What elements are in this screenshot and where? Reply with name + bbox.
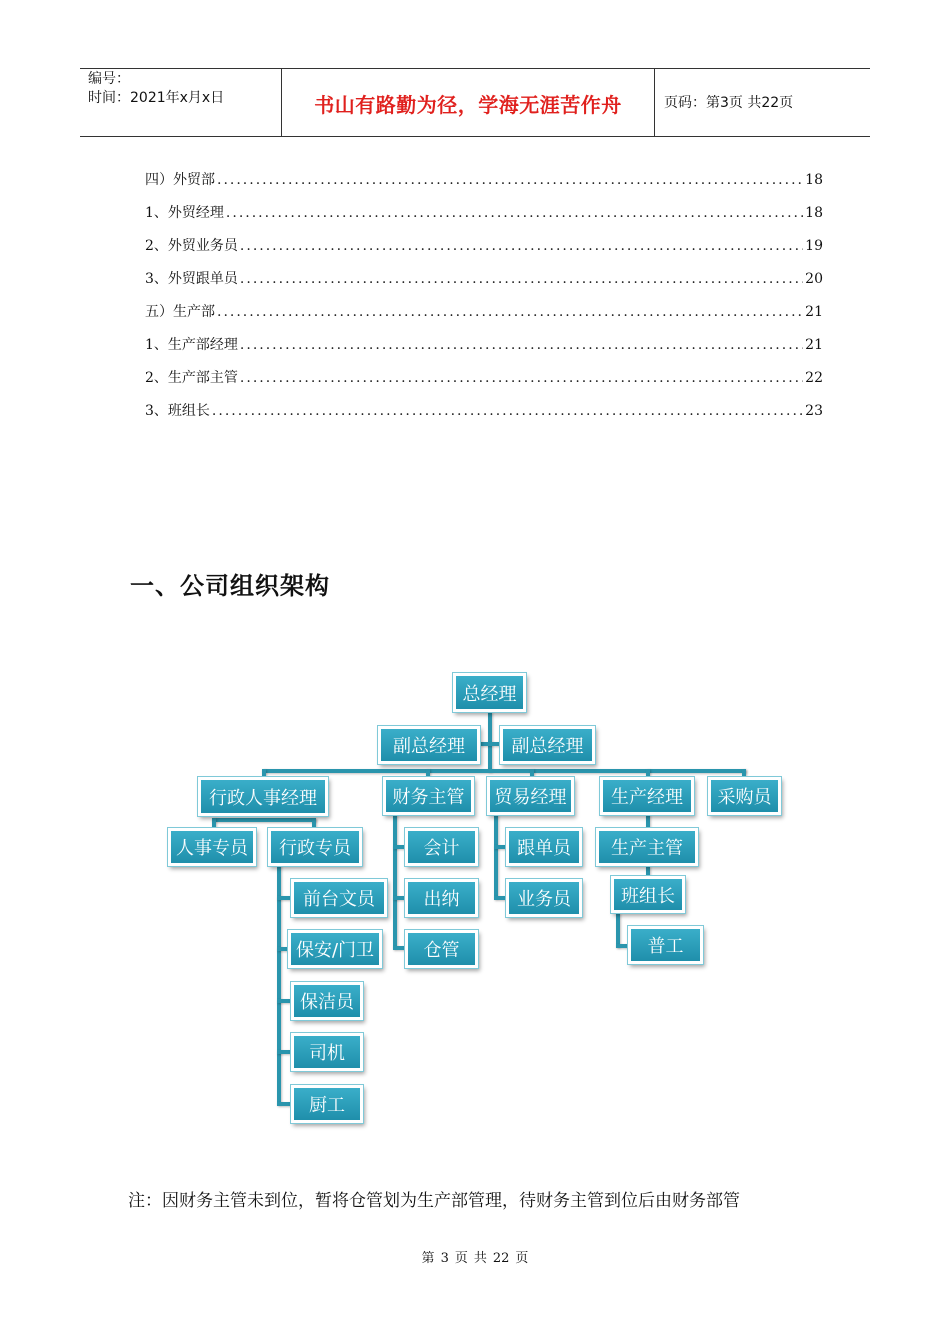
toc-entry[interactable] [145, 301, 823, 334]
toc-entry-page: 20 [805, 271, 823, 287]
org-node-salesperson[interactable]: 业务员 [506, 879, 582, 917]
org-node-deputy-gm-1[interactable]: 副总经理 [378, 726, 480, 764]
toc-entry-page: 18 [805, 172, 823, 188]
header-bottom-border [80, 136, 870, 137]
header-motto: 书山有路勤为径，学海无涯苦作舟 [314, 92, 622, 117]
toc-entry-label: 1、外贸经理 [145, 205, 224, 221]
org-node-deputy-gm-2[interactable]: 副总经理 [500, 726, 595, 764]
toc-entry-label: 2、生产部主管 [145, 370, 238, 386]
toc-entry[interactable] [145, 268, 823, 301]
section-title: 一、公司组织架构 [130, 572, 330, 600]
org-node-production-supervisor[interactable]: 生产主管 [596, 828, 698, 866]
org-node-trade-manager[interactable]: 贸易经理 [487, 777, 574, 815]
org-node-admin-specialist[interactable]: 行政专员 [268, 828, 362, 866]
org-node-merchandiser[interactable]: 跟单员 [506, 828, 582, 866]
connector [393, 814, 397, 948]
toc-entry-label: 1、生产部经理 [145, 337, 238, 353]
org-node-cleaner[interactable]: 保洁员 [291, 982, 363, 1020]
org-node-production-manager[interactable]: 生产经理 [600, 777, 694, 815]
toc-entry-page: 18 [805, 205, 823, 221]
toc-entry-page: 22 [805, 370, 823, 386]
footer-page-number: 3 [440, 1251, 449, 1266]
toc-entry-label: 五）生产部 [145, 304, 215, 320]
toc-entry[interactable] [145, 334, 823, 367]
toc-leader-dots [240, 334, 803, 356]
header-page-info: 页码：第3页 共22页 [664, 95, 794, 111]
toc-entry-page: 21 [805, 304, 823, 320]
toc-entry-label: 四）外贸部 [145, 172, 215, 188]
connector [616, 913, 620, 947]
connector [262, 769, 746, 773]
org-node-security-guard[interactable]: 保安/门卫 [288, 930, 382, 968]
toc-leader-dots [217, 169, 803, 191]
connector [494, 814, 498, 898]
org-node-warehouse[interactable]: 仓管 [405, 930, 478, 968]
toc-entry[interactable] [145, 400, 823, 433]
toc-entry-label: 3、班组长 [145, 403, 210, 419]
toc-entry-label: 2、外贸业务员 [145, 238, 238, 254]
toc-entry-page: 23 [805, 403, 823, 419]
org-node-cashier[interactable]: 出纳 [405, 879, 478, 917]
footer-di: 第 [421, 1251, 435, 1266]
org-node-finance-supervisor[interactable]: 财务主管 [383, 777, 474, 815]
toc-leader-dots [226, 202, 803, 224]
toc-leader-dots [240, 367, 803, 389]
toc-leader-dots [212, 400, 803, 422]
header-time-label: 时间：2021年x月x日 [88, 90, 225, 106]
org-node-hr-specialist[interactable]: 人事专员 [168, 828, 256, 866]
org-node-team-leader[interactable]: 班组长 [611, 876, 685, 913]
org-node-accountant[interactable]: 会计 [405, 828, 478, 866]
connector [646, 814, 650, 828]
toc-entry[interactable] [145, 367, 823, 400]
toc-entry[interactable] [145, 235, 823, 268]
toc-entry[interactable] [145, 202, 823, 235]
connector [277, 862, 281, 1104]
page-footer [0, 1247, 950, 1266]
org-node-cook[interactable]: 厨工 [291, 1085, 363, 1123]
org-node-admin-hr-manager[interactable]: 行政人事经理 [198, 777, 328, 816]
toc-entry-page: 21 [805, 337, 823, 353]
connector [480, 742, 500, 746]
org-node-driver[interactable]: 司机 [291, 1033, 363, 1071]
header-number-label: 编号： [88, 71, 130, 87]
header-divider-right [654, 68, 655, 136]
header-meta [88, 70, 224, 108]
table-of-contents [145, 169, 823, 433]
footer-ye2: 页 [515, 1251, 529, 1266]
footer-ye: 页 [454, 1251, 468, 1266]
org-node-general-manager[interactable]: 总经理 [453, 673, 526, 712]
org-node-purchaser[interactable]: 采购员 [708, 777, 781, 815]
toc-entry-page: 19 [805, 238, 823, 254]
connector [488, 712, 492, 772]
note-paragraph: 注：因财务主管未到位，暂将仓管划为生产部管理，待财务主管到位后由财务部管 [128, 1191, 740, 1211]
toc-leader-dots [217, 301, 803, 323]
toc-leader-dots [240, 268, 803, 290]
org-node-general-worker[interactable]: 普工 [628, 926, 703, 964]
header-top-border [80, 68, 870, 69]
footer-total-pages: 22 [492, 1251, 510, 1266]
toc-entry[interactable] [145, 169, 823, 202]
toc-entry-label: 3、外贸跟单员 [145, 271, 238, 287]
footer-gong: 共 [473, 1251, 487, 1266]
toc-leader-dots [240, 235, 803, 257]
org-node-receptionist[interactable]: 前台文员 [291, 879, 387, 917]
connector [212, 818, 316, 822]
